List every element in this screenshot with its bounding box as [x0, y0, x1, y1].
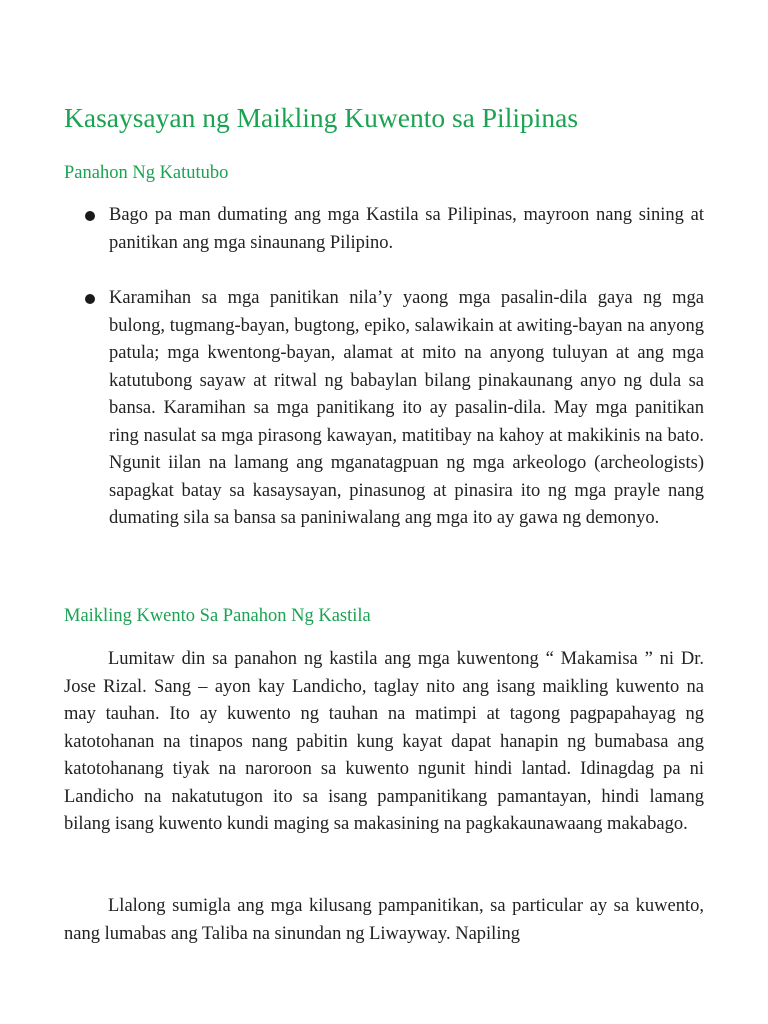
- bullet-list: [64, 202, 704, 533]
- document-title: Kasaysayan ng Maikling Kuwento sa Pilipinas: [64, 102, 579, 133]
- bullet-item: Karamihan sa mga panitikan nila’y yaong mga pasalin-dila gaya ng mga bulong, tugmang-bayan, bugtong, epiko, salawikain at awiting-bayan na anyong patula; mga kwentong-bayan, alamat at mito na anyong tuluyan at ang mga katutubong sayaw at ritwal ng babaylan bilang pinakaunang anyo ng dula sa bansa. Karamihan sa mga panitikang ito ay pasalin-dila. May mga panitikan ring nasulat sa mga pirasong kawayan, matitibay na kahoy at makikinis na bato. Ngunit iilan na lamang ang mganatagpuan ng mga arkeologo (archeologists) sapagkat batay sa kasaysayan, pinasunog at pinasira ito ng mga prayle nang dumating sila sa bansa sa paniniwalang ang mga ito ay gawa ng demonyo.: [64, 285, 704, 533]
- section-heading-kastila: Maikling Kwento Sa Panahon Ng Kastila: [64, 606, 371, 626]
- bullet-item: Bago pa man dumating ang mga Kastila sa Pilipinas, mayroon nang sining at panitikan ang mga sinaunang Pilipino.: [64, 202, 704, 257]
- body-paragraph: Llalong sumigla ang mga kilusang pampanitikan, sa particular ay sa kuwento, nang lumabas ang Taliba na sinundan ng Liwayway. Napiling: [64, 896, 704, 944]
- section-heading-katutubo: Panahon Ng Katutubo: [64, 163, 229, 183]
- body-paragraph: Lumitaw din sa panahon ng kastila ang mga kuwentong “ Makamisa ” ni Dr. Jose Rizal. Sang – ayon kay Landicho, taglay nito ang isang maikling kuwento na may tauhan. Ito ay kuwento ng tauhan na matimpi at tagong pagpapahayag ng katotohanan na tinapos nang pabitin kung kayat dapat hanapin ng bumabasa ang katotohanang tiyak na naroroon sa kuwento ngunit hindi lantad. Idinagdag pa ni Landicho na nakatutugon ito sa isang pampanitikang pamantayan, hindi lamang bilang isang kuwento kundi maging sa makasining na pagkakaunawaang makabago.: [64, 649, 704, 834]
